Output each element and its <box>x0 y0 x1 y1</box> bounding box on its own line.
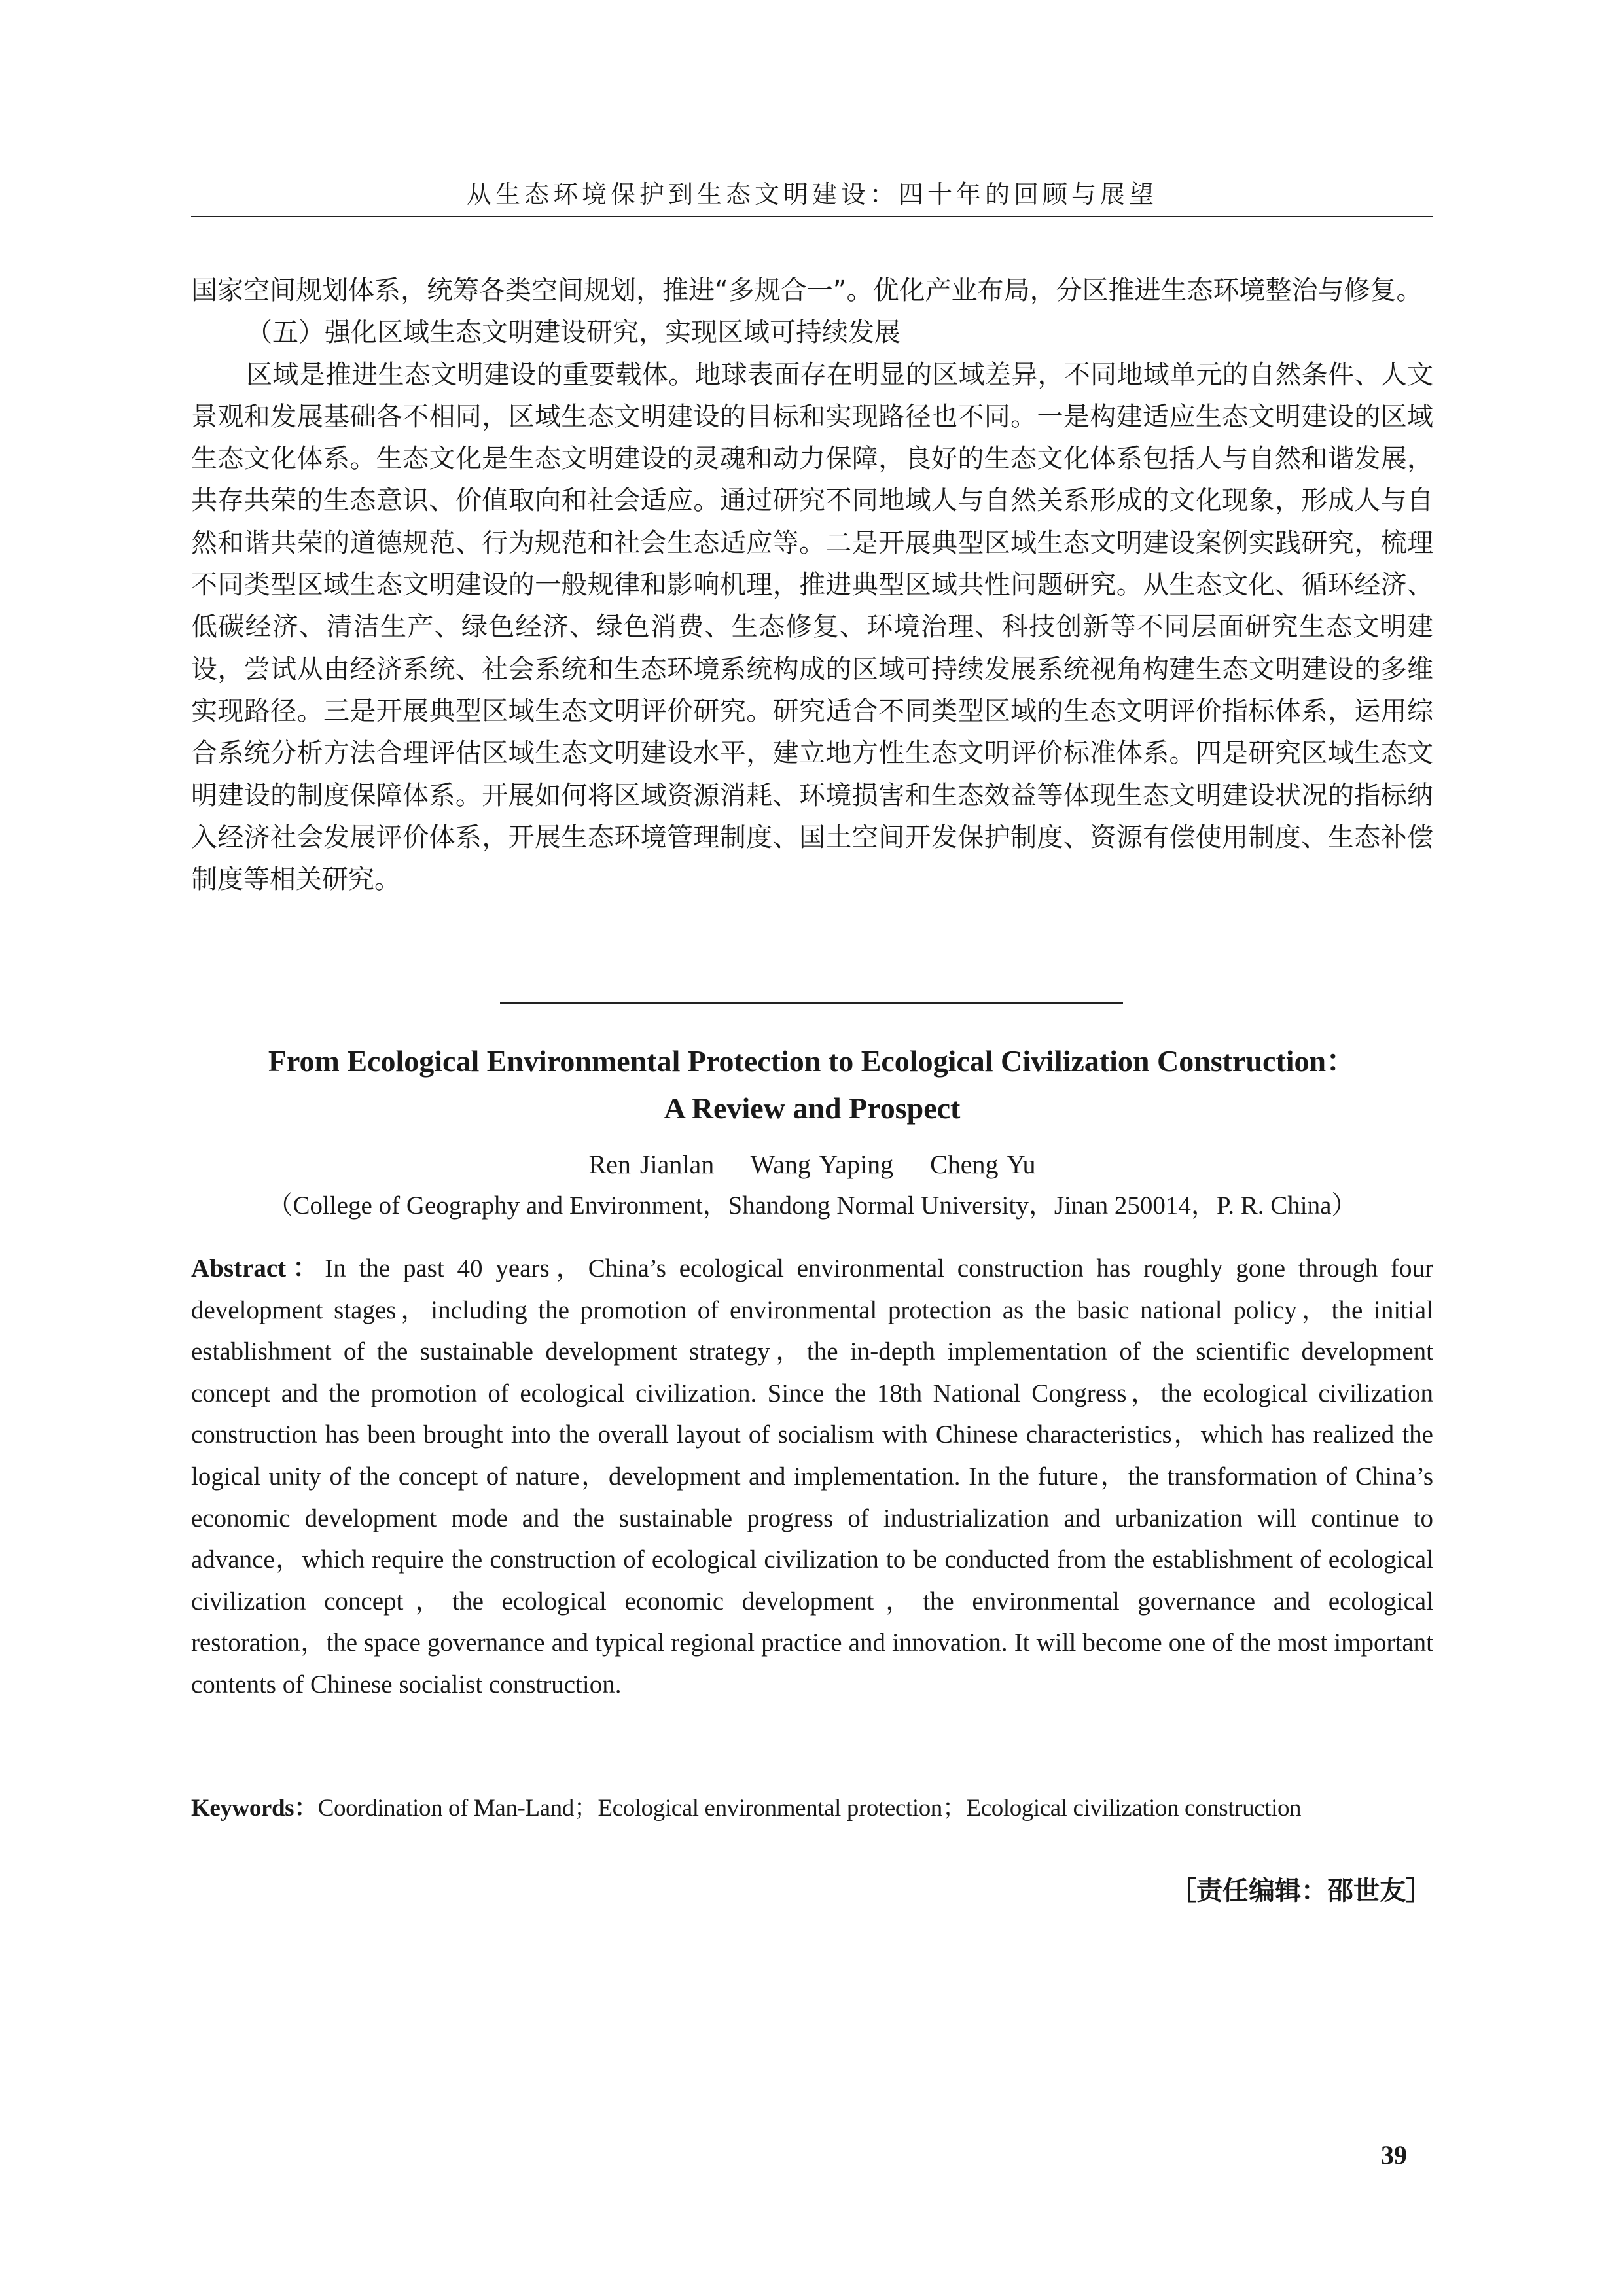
body-paragraph: 区域是推进生态文明建设的重要载体。地球表面存在明显的区域差异，不同地域单元的自然条件、人文景观和发展基础各不相同，区域生态文明建设的目标和实现路径也不同。一是构建适应生态文明建设的区域生态文化体系。生态文化是生态文明建设的灵魂和动力保障，良好的生态文化体系包括人与自然和谐发展，共存共荣的生态意识、价值取向和社会适应。通过研究不同地域人与自然关系形成的文化现象，形成人与自然和谐共荣的道德规范、行为规范和社会生态适应等。二是开展典型区域生态文明建设案例实践研究，梳理不同类型区域生态文明建设的一般规律和影响机理，推进典型区域共性问题研究。从生态文化、循环经济、低碳经济、清洁生产、绿色经济、绿色消费、生态修复、环境治理、科技创新等不同层面研究生态文明建设，尝试从由经济系统、社会系统和生态环境系统构成的区域可持续发展系统视角构建生态文明建设的多维实现路径。三是开展典型区域生态文明评价研究。研究适合不同类型区域的生态文明评价指标体系，运用综合系统分析方法合理评估区域生态文明建设水平，建立地方性生态文明评价标准体系。四是研究区域生态文明建设的制度保障体系。开展如何将区域资源消耗、环境损害和生态效益等体现生态文明建设状况的指标纳入经济社会发展评价体系，开展生态环境管理制度、国土空间开发保护制度、资源有偿使用制度、生态补偿制度等相关研究。 <box>191 359 1433 895</box>
english-title <box>191 1038 1433 1132</box>
running-head: 从生态环境保护到生态文明建设：四十年的回顾与展望 <box>466 180 1158 209</box>
abstract <box>191 1248 1433 1706</box>
authors: Ren Jianlan Wang Yaping Cheng Yu <box>588 1150 1036 1179</box>
keywords-label: Keywords： <box>191 1795 318 1822</box>
english-title-line: A Review and Prospect <box>664 1091 961 1125</box>
section-divider <box>500 1002 1123 1004</box>
abstract-text: In the past 40 years，China’s ecological environmental construction has roughly gone through four development stages，including the promotion of environmental protection as the basic national policy，the initial establishment of the sustainable development strategy，the in-depth implementation of the scientific development concept and the promotion of ecological civilization. Since the 18th National Congress，the ecological civilization construction has been brought into the overall layout of socialism with Chinese characteristics，which has realized the logical unity of the concept of nature，development and implementation. In the future，the transformation of China’s economic development mode and the sustainable progress of industrialization and urbanization will continue to advance，which require the construction of ecological civilization to be conducted from the establishment of ecological civilization concept，the ecological economic development，the environmental governance and ecological restoration，the space governance and typical regional practice and innovation. It will become one of the most important contents of Chinese socialist construction. <box>191 1254 1433 1699</box>
chinese-body <box>191 270 1433 900</box>
english-title-line: From Ecological Environmental Protection to Ecological Civilization Construction： <box>268 1044 1357 1078</box>
section-heading: （五）强化区域生态文明建设研究，实现区域可持续发展 <box>246 317 901 348</box>
abstract-label: Abstract： <box>191 1254 325 1282</box>
keywords <box>191 1790 1433 1827</box>
body-paragraph: 国家空间规划体系，统筹各类空间规划，推进“多规合一”。优化产业布局，分区推进生态环境整治与修复。 <box>191 275 1423 306</box>
affiliation: （College of Geography and Environment，Shandong Normal University，Jinan 250014，P. R. China） <box>267 1192 1357 1220</box>
page-number: 39 <box>1381 2140 1407 2170</box>
keywords-text: Coordination of Man-Land；Ecological environmental protection；Ecological civilization construction <box>317 1795 1302 1822</box>
editor-note: ［责任编辑：邵世友］ <box>1170 1876 1432 1906</box>
header-rule <box>191 216 1433 217</box>
